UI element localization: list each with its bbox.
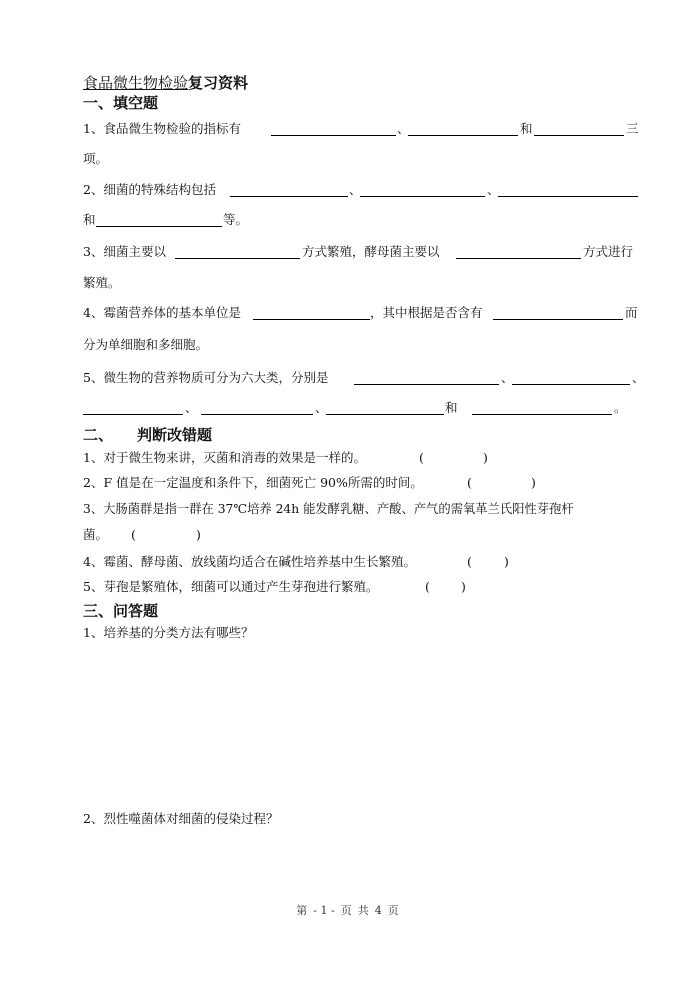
tf-answer-slot[interactable] (473, 475, 531, 491)
tf-answer-close: ) (531, 475, 536, 490)
q5-end: 。 (614, 400, 627, 415)
q5-sep2: 、 (632, 370, 645, 385)
footer-total-pages: 4 (374, 904, 382, 917)
section-heading-short-answer: 三、问答题 (83, 602, 159, 620)
q3-suffix: 方式进行 (583, 244, 634, 259)
tf-answer-open: ( (467, 554, 472, 569)
answer-area-2[interactable] (83, 834, 640, 894)
tf-answer-close: ) (461, 579, 466, 594)
tf-answer-open: ( (425, 579, 430, 594)
tf-item-text: 5、芽孢是繁殖体，细菌可以通过产生芽孢进行繁殖。 (83, 579, 379, 594)
footer-di: 第 (296, 904, 308, 917)
q2-cont-prefix: 和 (83, 212, 96, 227)
short-answer-question-2: 2、烈性噬菌体对细菌的侵染过程？ (83, 811, 279, 826)
q5-blank-1[interactable] (354, 384, 499, 385)
tf-item-text: 1、对于微生物来讲，灭菌和消毒的效果是一样的。 (83, 450, 366, 465)
q4-prefix: 4、霉菌营养体的基本单位是 (83, 305, 241, 320)
title-underlined: 食品微生物检验 (83, 74, 189, 92)
q5-sep3: 、 (185, 400, 198, 415)
footer-gong: 共 (357, 904, 369, 917)
tf-answer-close: ) (504, 554, 509, 569)
tf-answer-slot[interactable] (137, 527, 195, 543)
q5-prefix: 5、微生物的营养物质可分为六大类，分别是 (83, 370, 329, 385)
tf-answer-open: ( (131, 527, 136, 542)
title-bold: 复习资料 (188, 74, 249, 92)
q5-blank-6[interactable] (472, 414, 612, 415)
section2-heading-text: 判断改错题 (137, 426, 213, 444)
section-heading-true-false (83, 425, 212, 445)
q4-cont: 分为单细胞和多细胞。 (83, 337, 209, 352)
q4-suffix: 而 (625, 305, 638, 320)
q2-cont-suffix: 等。 (223, 212, 249, 227)
q1-sep1: 、 (397, 121, 410, 136)
q5-sep4: 、 (315, 400, 328, 415)
tf-item-text: 4、霉菌、酵母菌、放线菌均适合在碱性培养基中生长繁殖。 (83, 554, 416, 569)
q1-suffix: 三 (626, 121, 639, 136)
q2-blank-3[interactable] (498, 196, 638, 197)
short-answer-question-1: 1、培养基的分类方法有哪些？ (83, 625, 254, 640)
q5-sep1: 、 (501, 370, 514, 385)
tf-answer-open: ( (467, 475, 472, 490)
tf-answer-open: ( (419, 450, 424, 465)
q5-blank-3[interactable] (83, 414, 183, 415)
q2-blank-4[interactable] (96, 226, 222, 227)
q3-blank-1[interactable] (175, 258, 300, 259)
q1-blank-1[interactable] (271, 135, 396, 136)
q2-sep1: 、 (349, 182, 362, 197)
q2-blank-1[interactable] (230, 196, 348, 197)
q5-blank-4[interactable] (201, 414, 313, 415)
q3-mid: 方式繁殖，酵母菌主要以 (302, 244, 440, 259)
q2-sep2: 、 (487, 182, 500, 197)
document-title (83, 73, 248, 93)
q2-prefix: 2、细菌的特殊结构包括 (83, 182, 216, 197)
q1-sep2: 和 (520, 121, 533, 136)
footer-page-number: - 1 - (313, 904, 335, 917)
q3-blank-2[interactable] (456, 258, 581, 259)
q3-cont: 繁殖。 (83, 275, 121, 290)
q1-prefix: 1、食品微生物检验的指标有 (83, 121, 241, 136)
q1-blank-2[interactable] (408, 135, 518, 136)
page-footer (0, 902, 695, 918)
q2-blank-2[interactable] (360, 196, 485, 197)
footer-ye: 页 (340, 904, 352, 917)
tf-item-text: 2、F 值是在一定温度和条件下，细菌死亡 90%所需的时间。 (83, 475, 423, 490)
q4-mid: ，其中根据是否含有 (370, 305, 483, 320)
tf-answer-close: ) (483, 450, 488, 465)
tf-answer-slot[interactable] (425, 450, 483, 466)
tf-answer-slot[interactable] (431, 579, 461, 595)
q4-blank-1[interactable] (253, 319, 370, 320)
tf-answer-slot[interactable] (473, 554, 503, 570)
q5-blank-5[interactable] (326, 414, 444, 415)
footer-ye2: 页 (387, 904, 399, 917)
q4-blank-2[interactable] (493, 319, 623, 320)
tf-item-cont: 菌。 (83, 527, 109, 542)
q1-cont: 项。 (83, 151, 109, 166)
answer-area-1[interactable] (83, 648, 640, 798)
tf-item-text: 3、大肠菌群是指一群在 37℃培养 24h 能发酵乳糖、产酸、产气的需氧革兰氏阳性芽孢杆 (83, 502, 574, 516)
section-heading-fill-blank: 一、填空题 (83, 94, 159, 112)
tf-answer-close: ) (196, 527, 201, 542)
q3-prefix: 3、细菌主要以 (83, 244, 166, 259)
q5-blank-2[interactable] (512, 384, 630, 385)
q5-sep5: 和 (445, 400, 458, 415)
section2-heading-num: 二、 (83, 426, 114, 444)
q1-blank-3[interactable] (534, 135, 624, 136)
